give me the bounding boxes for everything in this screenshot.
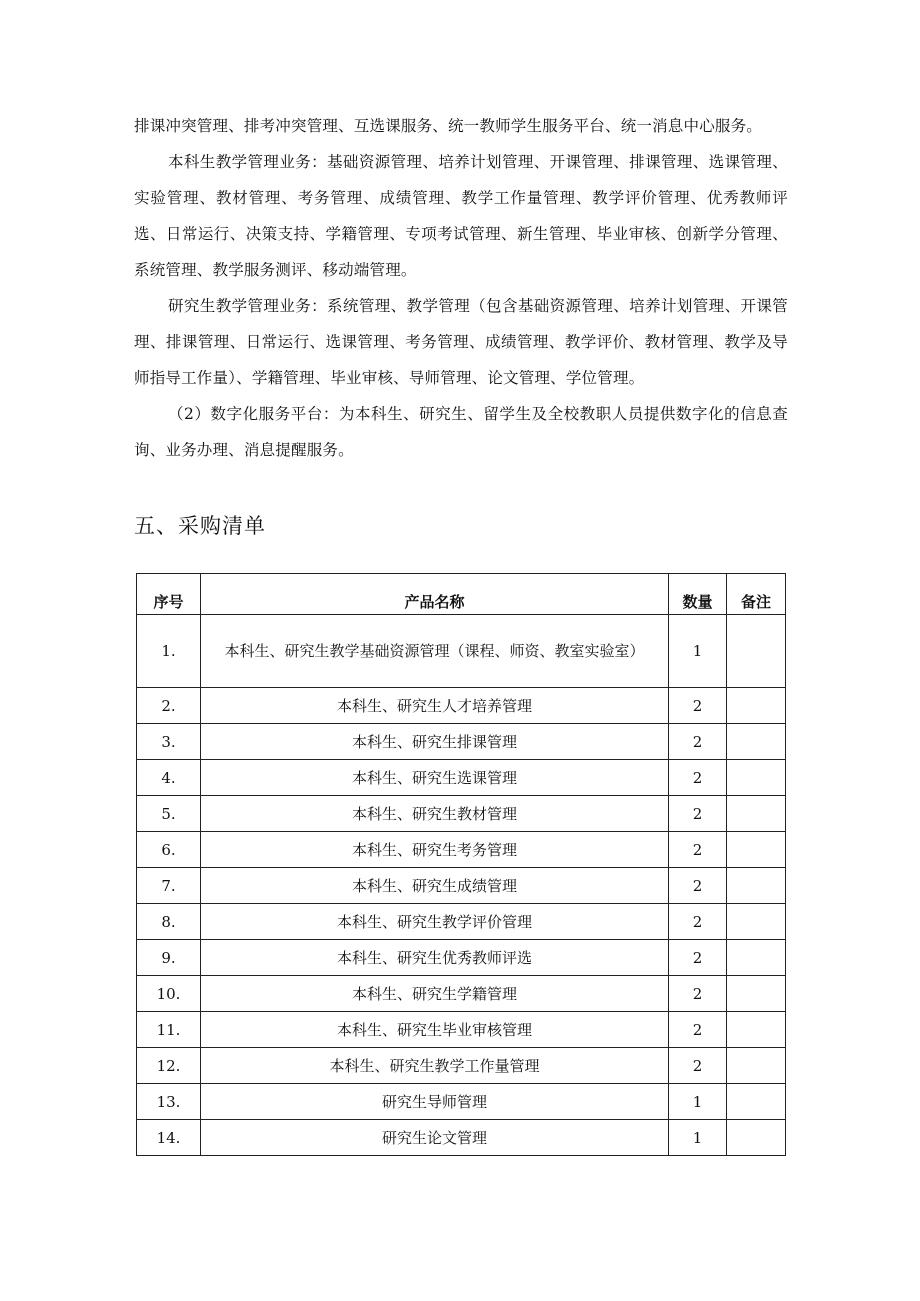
row-quantity: 2 [669, 1012, 727, 1048]
row-serial: 6. [137, 832, 201, 868]
section-heading-procurement-list: 五、采购清单 [134, 514, 266, 538]
row-remarks [727, 1120, 786, 1156]
row-product-name: 本科生、研究生排课管理 [201, 724, 669, 760]
row-remarks [727, 1012, 786, 1048]
paragraph-undergraduate-business: 本科生教学管理业务：基础资源管理、培养计划管理、开课管理、排课管理、选课管理、实验管理、教材管理、考务管理、成绩管理、教学工作量管理、教学评价管理、优秀教师评选、日常运行、决策支持、学籍管理、专项考试管理、新生管理、毕业审核、创新学分管理、系统管理、教学服务测评、移动端管理。 [134, 153, 788, 279]
row-product-name: 本科生、研究生考务管理 [201, 832, 669, 868]
table-row [137, 724, 786, 760]
procurement-table [136, 573, 786, 1156]
row-remarks [727, 615, 786, 688]
row-serial: 4. [137, 760, 201, 796]
row-serial: 3. [137, 724, 201, 760]
row-remarks [727, 1084, 786, 1120]
row-quantity: 2 [669, 868, 727, 904]
row-quantity: 2 [669, 724, 727, 760]
header-quantity: 数量 [669, 574, 727, 615]
row-product-name: 本科生、研究生教学工作量管理 [201, 1048, 669, 1084]
table-row [137, 832, 786, 868]
header-serial-number: 序号 [137, 574, 201, 615]
row-quantity: 2 [669, 940, 727, 976]
row-remarks [727, 688, 786, 724]
row-product-name: 本科生、研究生教材管理 [201, 796, 669, 832]
row-remarks [727, 832, 786, 868]
table-row [137, 868, 786, 904]
row-quantity: 2 [669, 976, 727, 1012]
row-remarks [727, 1048, 786, 1084]
table-row [137, 1084, 786, 1120]
row-remarks [727, 724, 786, 760]
row-product-name: 本科生、研究生优秀教师评选 [201, 940, 669, 976]
table-header-row [137, 574, 786, 615]
row-serial: 12. [137, 1048, 201, 1084]
row-serial: 14. [137, 1120, 201, 1156]
table-row [137, 1048, 786, 1084]
row-serial: 11. [137, 1012, 201, 1048]
row-product-name: 本科生、研究生人才培养管理 [201, 688, 669, 724]
table-row [137, 940, 786, 976]
row-product-name: 本科生、研究生学籍管理 [201, 976, 669, 1012]
paragraph-graduate-business: 研究生教学管理业务：系统管理、教学管理（包含基础资源管理、培养计划管理、开课管理、排课管理、日常运行、选课管理、考务管理、成绩管理、教学评价、教材管理、教学及导师指导工作量）、学籍管理、毕业审核、导师管理、论文管理、学位管理。 [134, 297, 788, 387]
row-quantity: 2 [669, 760, 727, 796]
row-quantity: 2 [669, 688, 727, 724]
table-row [137, 904, 786, 940]
row-quantity: 1 [669, 1084, 727, 1120]
row-serial: 2. [137, 688, 201, 724]
row-product-name: 研究生导师管理 [201, 1084, 669, 1120]
row-product-name: 本科生、研究生教学评价管理 [201, 904, 669, 940]
row-serial: 5. [137, 796, 201, 832]
page-break-mask [130, 1167, 800, 1187]
row-product-name: 本科生、研究生成绩管理 [201, 868, 669, 904]
row-quantity: 1 [669, 615, 727, 688]
row-product-name: 本科生、研究生选课管理 [201, 760, 669, 796]
row-quantity: 2 [669, 904, 727, 940]
row-serial: 7. [137, 868, 201, 904]
row-product-name: 本科生、研究生教学基础资源管理（课程、师资、教室实验室） [201, 615, 669, 688]
paragraph-continuation: 排课冲突管理、排考冲突管理、互选课服务、统一教师学生服务平台、统一消息中心服务。 [134, 117, 763, 135]
row-product-name: 研究生论文管理 [201, 1120, 669, 1156]
row-remarks [727, 976, 786, 1012]
header-remarks: 备注 [727, 574, 786, 615]
table-row [137, 1120, 786, 1156]
row-remarks [727, 940, 786, 976]
row-remarks [727, 796, 786, 832]
row-serial: 10. [137, 976, 201, 1012]
row-serial: 8. [137, 904, 201, 940]
row-remarks [727, 904, 786, 940]
paragraph-digital-service-platform: （2）数字化服务平台：为本科生、研究生、留学生及全校教职人员提供数字化的信息查询、业务办理、消息提醒服务。 [134, 405, 788, 459]
table-row [137, 796, 786, 832]
row-quantity: 2 [669, 832, 727, 868]
table-row [137, 1012, 786, 1048]
row-remarks [727, 868, 786, 904]
row-serial: 9. [137, 940, 201, 976]
row-serial: 1. [137, 615, 201, 688]
row-quantity: 1 [669, 1120, 727, 1156]
row-quantity: 2 [669, 796, 727, 832]
row-remarks [727, 760, 786, 796]
table-row [137, 760, 786, 796]
row-quantity: 2 [669, 1048, 727, 1084]
header-product-name: 产品名称 [201, 574, 669, 615]
table-row [137, 615, 786, 688]
table-row [137, 688, 786, 724]
row-serial: 13. [137, 1084, 201, 1120]
row-product-name: 本科生、研究生毕业审核管理 [201, 1012, 669, 1048]
table-row [137, 976, 786, 1012]
